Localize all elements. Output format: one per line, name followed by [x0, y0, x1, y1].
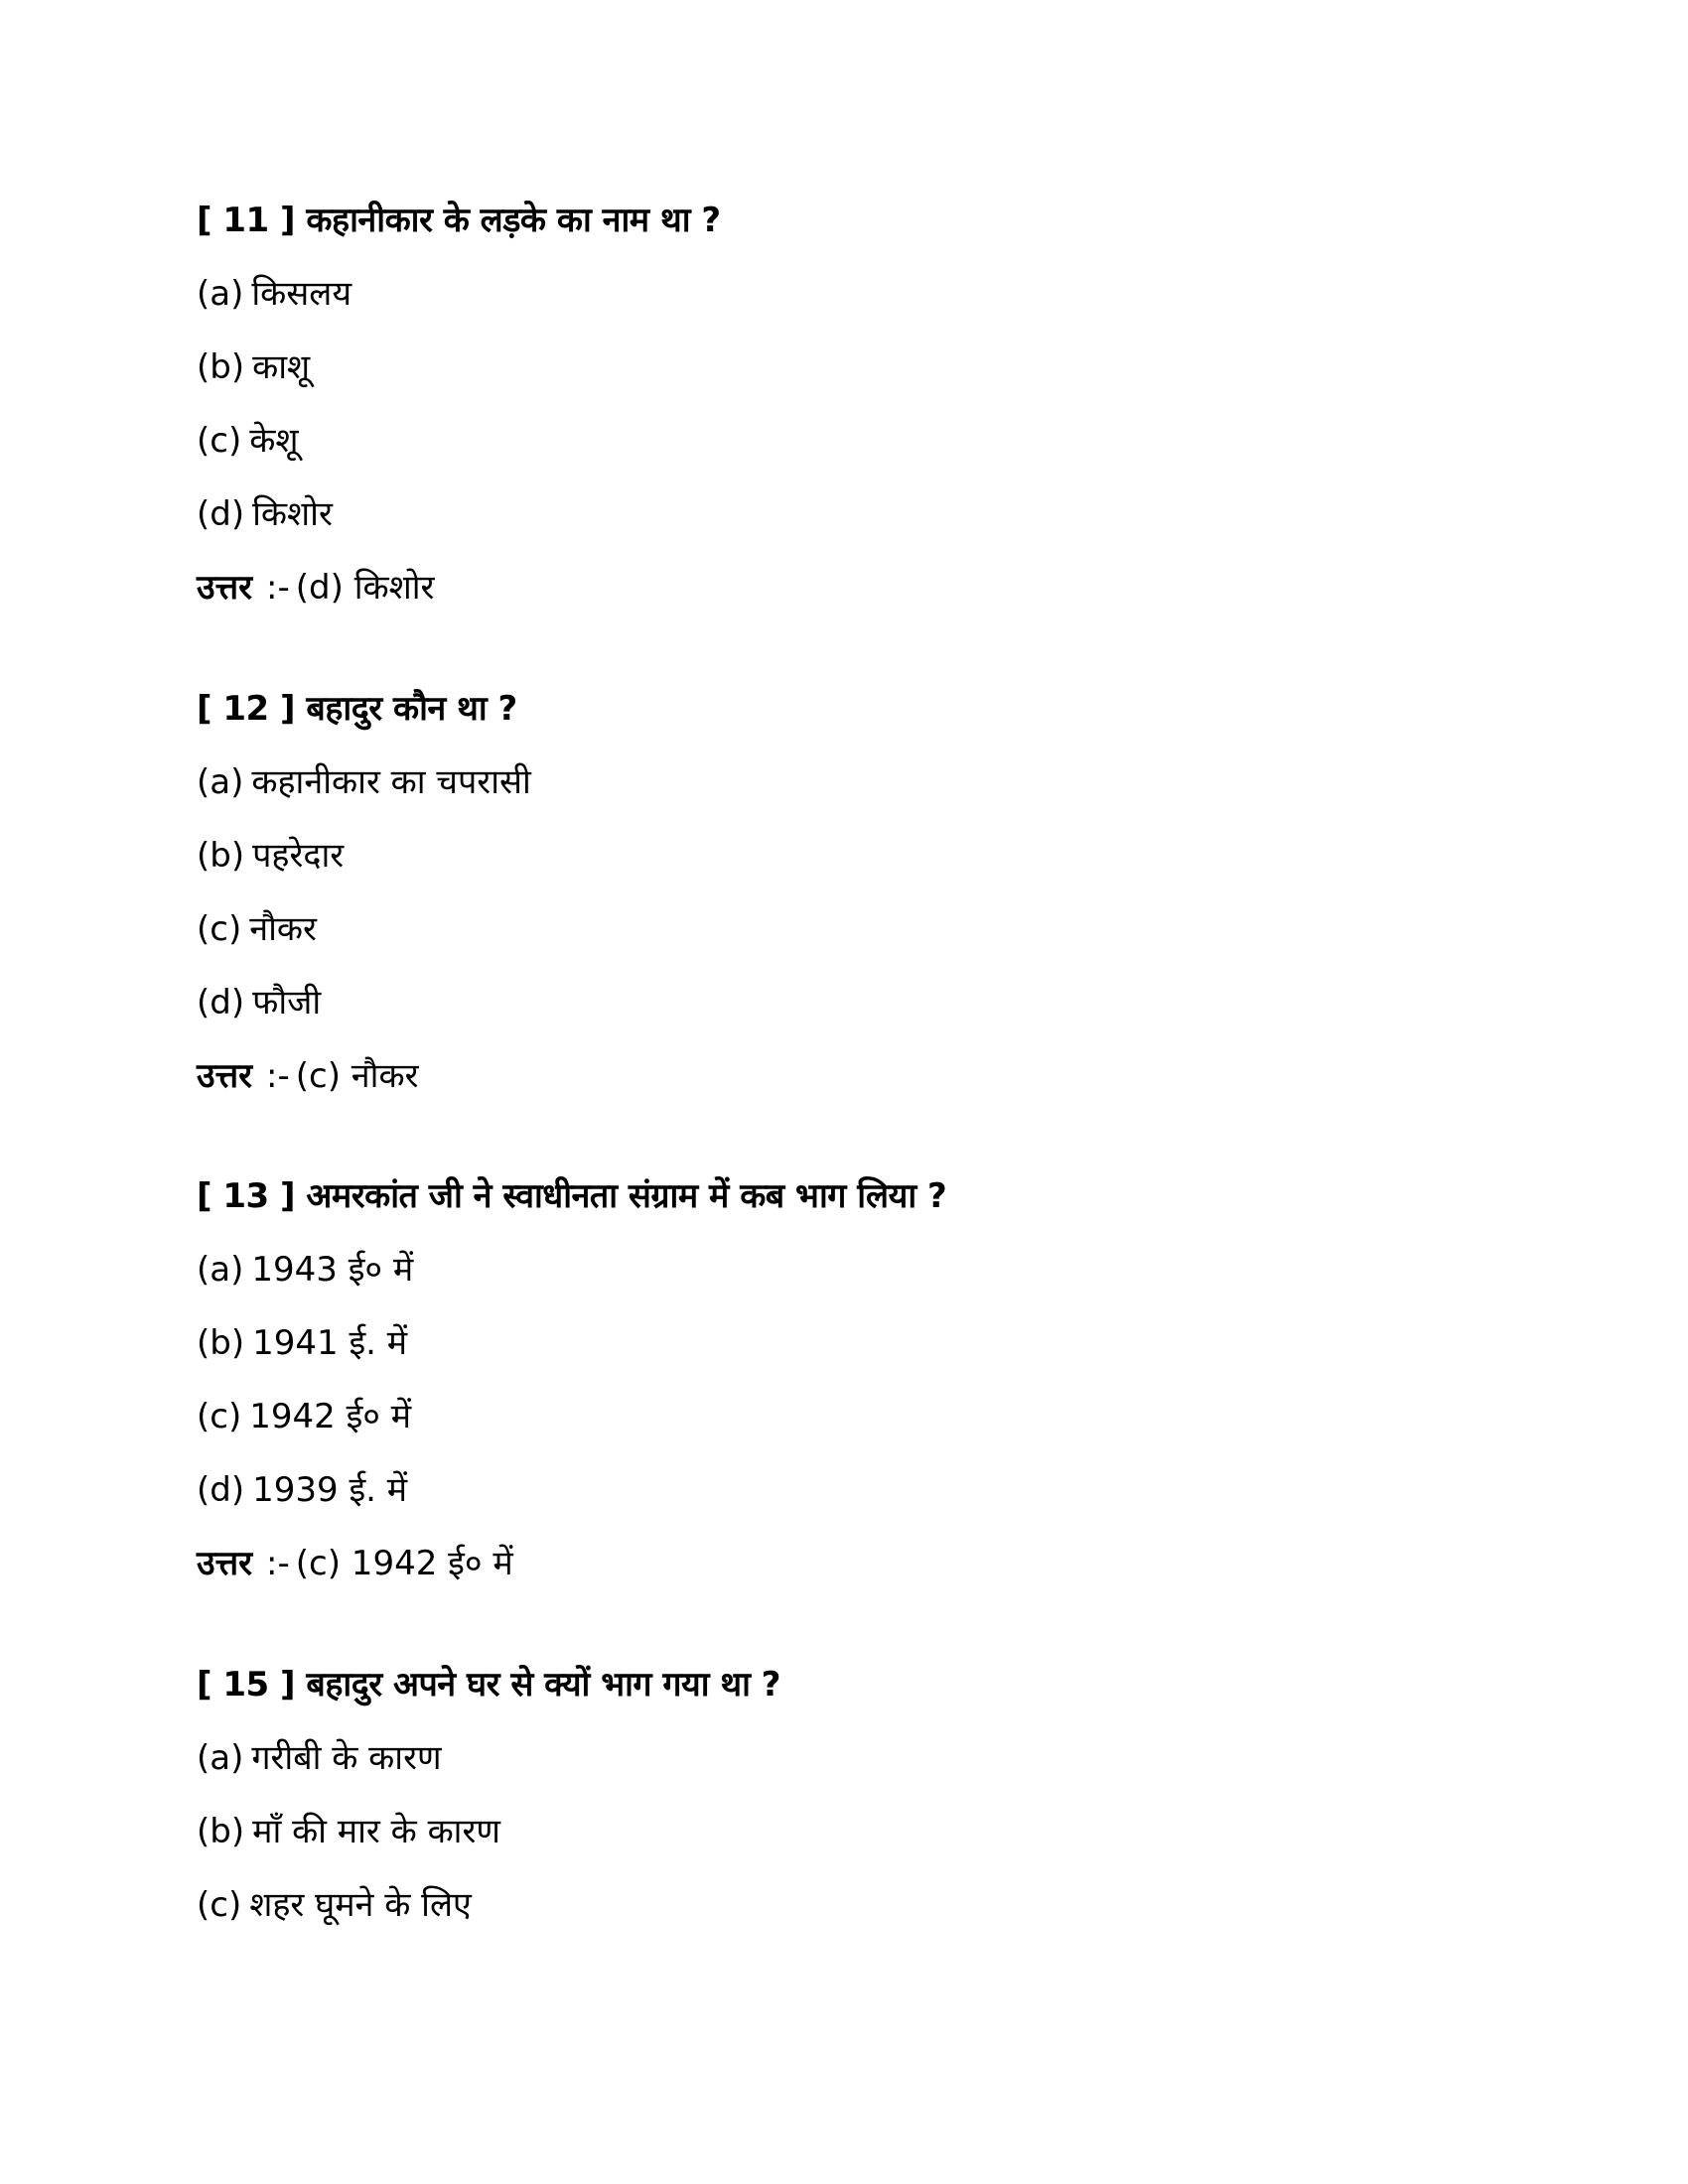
question-text: अमरकांत जी ने स्वाधीनता संग्राम में कब भाग लिया ? [306, 1176, 947, 1216]
question-text: बहादुर अपने घर से क्यों भाग गया था ? [306, 1665, 780, 1705]
option-mark: (a) [197, 1250, 244, 1290]
question-heading [197, 1663, 780, 1706]
answer-separator: :- [266, 568, 290, 608]
option-text: फौजी [252, 983, 322, 1023]
option-b [197, 834, 344, 878]
option-a [197, 1248, 413, 1292]
answer-line [197, 566, 434, 610]
option-a [197, 1736, 442, 1780]
answer-separator: :- [266, 1544, 290, 1583]
question-heading [197, 199, 721, 242]
option-c [197, 907, 317, 951]
answer-line [197, 1542, 513, 1585]
option-mark: (b) [197, 1323, 245, 1363]
option-text: 1943 ई० में [251, 1250, 414, 1290]
answer-text: (c) नौकर [295, 1056, 419, 1096]
answer-line [197, 1054, 419, 1098]
option-mark: (c) [197, 421, 242, 461]
question-block-12 [197, 687, 531, 1096]
option-text: गरीबी के कारण [251, 1738, 442, 1778]
option-d [197, 981, 321, 1024]
question-text: बहादुर कौन था ? [306, 689, 517, 729]
option-c [197, 1395, 411, 1438]
option-mark: (b) [197, 347, 245, 387]
option-mark: (a) [197, 762, 244, 802]
option-text: किशोर [252, 494, 333, 534]
option-mark: (a) [197, 1738, 244, 1778]
question-number: [ 13 ] [197, 1176, 296, 1216]
answer-label: उत्तर [197, 568, 253, 608]
option-b [197, 345, 310, 389]
option-text: 1942 ई० में [249, 1397, 412, 1436]
question-block-15 [197, 1663, 780, 1925]
option-text: कहानीकार का चपरासी [251, 762, 531, 802]
option-text: पहरेदार [252, 836, 345, 876]
option-text: काशू [252, 347, 311, 387]
option-text: किसलय [251, 274, 352, 314]
question-heading [197, 687, 517, 731]
answer-text: (c) 1942 ई० में [295, 1544, 513, 1583]
question-number: [ 15 ] [197, 1665, 296, 1705]
question-heading [197, 1174, 946, 1218]
question-block-13 [197, 1174, 947, 1583]
option-a [197, 272, 352, 316]
option-mark: (c) [197, 909, 242, 949]
option-mark: (c) [197, 1397, 242, 1436]
question-block-11 [197, 199, 721, 608]
question-text: कहानीकार के लड़के का नाम था ? [306, 201, 721, 240]
option-text: माँ की मार के कारण [252, 1812, 500, 1851]
option-text: शहर घूमने के लिए [249, 1885, 472, 1925]
option-text: नौकर [249, 909, 317, 949]
option-b [197, 1810, 500, 1853]
option-b [197, 1321, 407, 1365]
option-c [197, 419, 298, 463]
option-text: 1939 ई. में [252, 1470, 408, 1510]
option-d [197, 1468, 407, 1512]
answer-text: (d) किशोर [295, 568, 435, 608]
option-mark: (d) [197, 494, 245, 534]
option-mark: (a) [197, 274, 244, 314]
option-d [197, 492, 333, 536]
option-mark: (b) [197, 836, 245, 876]
answer-label: उत्तर [197, 1544, 253, 1583]
option-mark: (d) [197, 983, 245, 1023]
option-text: केशू [249, 421, 299, 461]
option-text: 1941 ई. में [252, 1323, 408, 1363]
question-number: [ 11 ] [197, 201, 296, 240]
option-c [197, 1883, 472, 1927]
question-number: [ 12 ] [197, 689, 296, 729]
option-mark: (d) [197, 1470, 245, 1510]
answer-label: उत्तर [197, 1056, 253, 1096]
answer-separator: :- [266, 1056, 290, 1096]
option-mark: (b) [197, 1812, 245, 1851]
option-a [197, 760, 531, 804]
option-mark: (c) [197, 1885, 242, 1925]
